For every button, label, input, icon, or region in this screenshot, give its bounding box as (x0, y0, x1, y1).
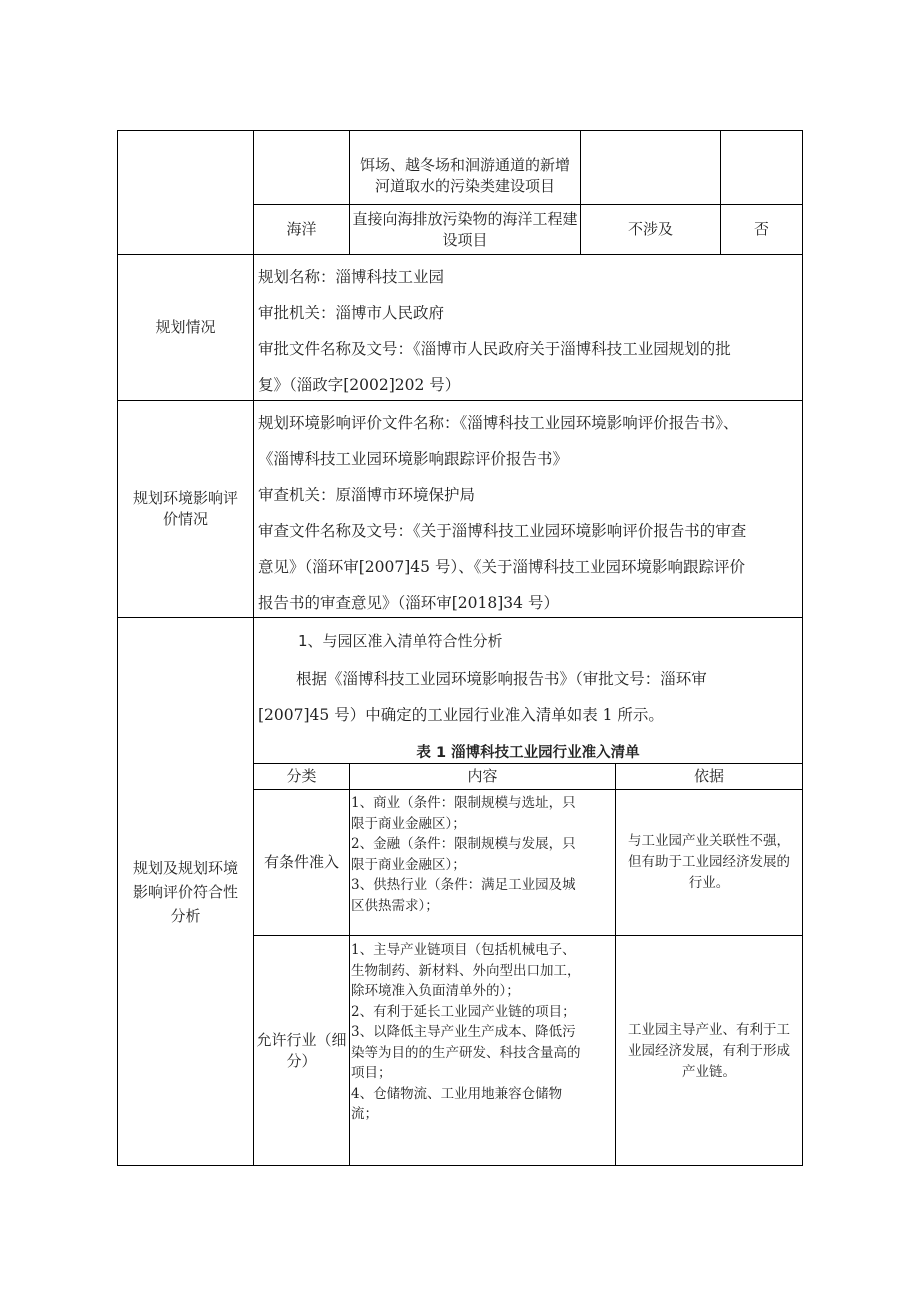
inner-row2-category-line-1: 允许行业（细 (256, 1030, 347, 1049)
table-border-top (117, 130, 803, 131)
inner-row2-line-7: 项目； (351, 1065, 392, 1081)
eia-line-4: 审查文件名称及文号：《关于淄博科技工业园环境影响评价报告书的审查 (258, 522, 747, 540)
planning-content (258, 259, 803, 403)
inner-row2-basis-line-1: 工业园主导产业、有利于工 (628, 1021, 790, 1038)
ocean-involvement: 不涉及 (627, 220, 673, 238)
compliance-label (118, 618, 253, 1165)
ocean-result: 否 (753, 220, 769, 238)
inner-row1-line-4: 限于商业金融区）； (351, 856, 466, 873)
inner-row2-category (254, 936, 349, 1165)
compliance-para-line-2: [2007]45 号）中确定的工业园行业准入清单如表 1 所示。 (258, 706, 664, 724)
inner-row2-line-6: 染等为目的的生产研发、科技含量高的 (351, 1044, 581, 1061)
compliance-heading: 1、与园区准入清单符合性分析 (298, 632, 503, 650)
eia-line-3: 审查机关：原淄博市环境保护局 (258, 486, 476, 504)
compliance-paragraph (258, 661, 803, 733)
inner-row1-category: 有条件准入 (263, 853, 339, 871)
eia-line-6: 报告书的审查意见》（淄环审[2018]34 号） (258, 594, 559, 612)
inner-row2-category-line-2: 分） (286, 1051, 317, 1070)
eia-label-line-2: 价情况 (162, 510, 208, 528)
inner-row2-line-1: 1、主导产业链项目（包括机械电子、 (351, 942, 576, 958)
inner-row1-line-2: 限于商业金融区）； (351, 815, 466, 832)
inner-row1-basis-line-1: 与工业园产业关联性不强， (628, 833, 790, 849)
inner-col-divider-1 (349, 763, 350, 1166)
inner-row2-basis (616, 1016, 802, 1086)
col-divider-2 (349, 130, 350, 254)
inner-row1-content (351, 793, 615, 916)
inner-row2-line-5: 3、以降低主导产业生产成本、降低污 (351, 1024, 576, 1040)
ocean-project-text: 直接向海排放污染物的海洋工程建设项目 (352, 209, 578, 249)
inner-row1-basis-line-2: 但有助于工业园经济发展的 (628, 854, 790, 870)
eia-line-5: 意见》（淄环审[2007]45 号）、《关于淄博科技工业园环境影响跟踪评价 (258, 558, 745, 576)
table-caption: 表 1 淄博科技工业园行业准入清单 (416, 745, 640, 761)
inner-row2-basis-line-2: 业园经济发展，有利于形成 (628, 1042, 790, 1059)
planning-line-2: 审批机关：淄博市人民政府 (258, 304, 445, 322)
eia-label (118, 401, 253, 617)
compliance-label-line-1: 规划及规划环境 (132, 858, 238, 877)
inner-row1-line-1: 1、商业（条件：限制规模与选址，只 (351, 795, 576, 811)
inner-row1-basis (616, 790, 802, 935)
ocean-project (352, 205, 578, 254)
inner-row2-line-9: 流； (351, 1106, 378, 1122)
inner-header-category: 分类 (286, 767, 317, 785)
compliance-para-line-1: 根据《淄博科技工业园环境影响报告书》（审批文号：淄环审 (296, 670, 707, 688)
planning-label: 规划情况 (155, 318, 216, 336)
inner-row2-content (351, 940, 615, 1125)
inner-row1-line-3: 2、金融（条件：限制规模与发展，只 (351, 836, 576, 852)
compliance-label-line-3: 分析 (170, 906, 201, 925)
eia-label-line-1: 规划环境影响评 (132, 489, 238, 507)
inner-header-content: 内容 (467, 767, 498, 785)
eia-line-1: 规划环境影响评价文件名称：《淄博科技工业园环境影响评价报告书》、 (258, 414, 739, 432)
inner-row2-line-3: 除环境准入负面清单外的）； (351, 983, 520, 999)
eia-content (258, 405, 803, 621)
compliance-label-line-2: 影响评价符合性 (132, 882, 238, 901)
inner-header-basis: 依据 (693, 767, 724, 785)
inner-row1-line-5: 3、供热行业（条件：满足工业园及城 (351, 877, 576, 893)
planning-line-1: 规划名称：淄博科技工业园 (258, 268, 445, 286)
inner-row2-line-2: 生物制药、新材料、外向型出口加工， (351, 962, 581, 979)
inner-row1-line-6: 区供热需求）； (351, 897, 439, 914)
inner-row2-line-4: 2、有利于延长工业园产业链的项目； (351, 1003, 576, 1020)
planning-line-3: 审批文件名称及文号：《淄博市人民政府关于淄博科技工业园规划的批 (258, 340, 731, 358)
top-row-content (354, 152, 576, 200)
top-row-text: 饵场、越冬场和洄游通道的新增河道取水的污染类建设项目 (359, 156, 570, 195)
ocean-label: 海洋 (286, 220, 317, 238)
table-border-bottom (117, 1165, 803, 1166)
planning-line-4: 复》（淄政字[2002]202 号） (258, 376, 461, 394)
inner-row2-basis-line-3: 产业链。 (682, 1063, 736, 1080)
eia-line-2: 《淄博科技工业园环境影响跟踪评价报告书》 (258, 450, 569, 468)
inner-row2-line-8: 4、仓储物流、工业用地兼容仓储物 (351, 1085, 563, 1102)
inner-row1-basis-line-3: 行业。 (688, 875, 730, 891)
